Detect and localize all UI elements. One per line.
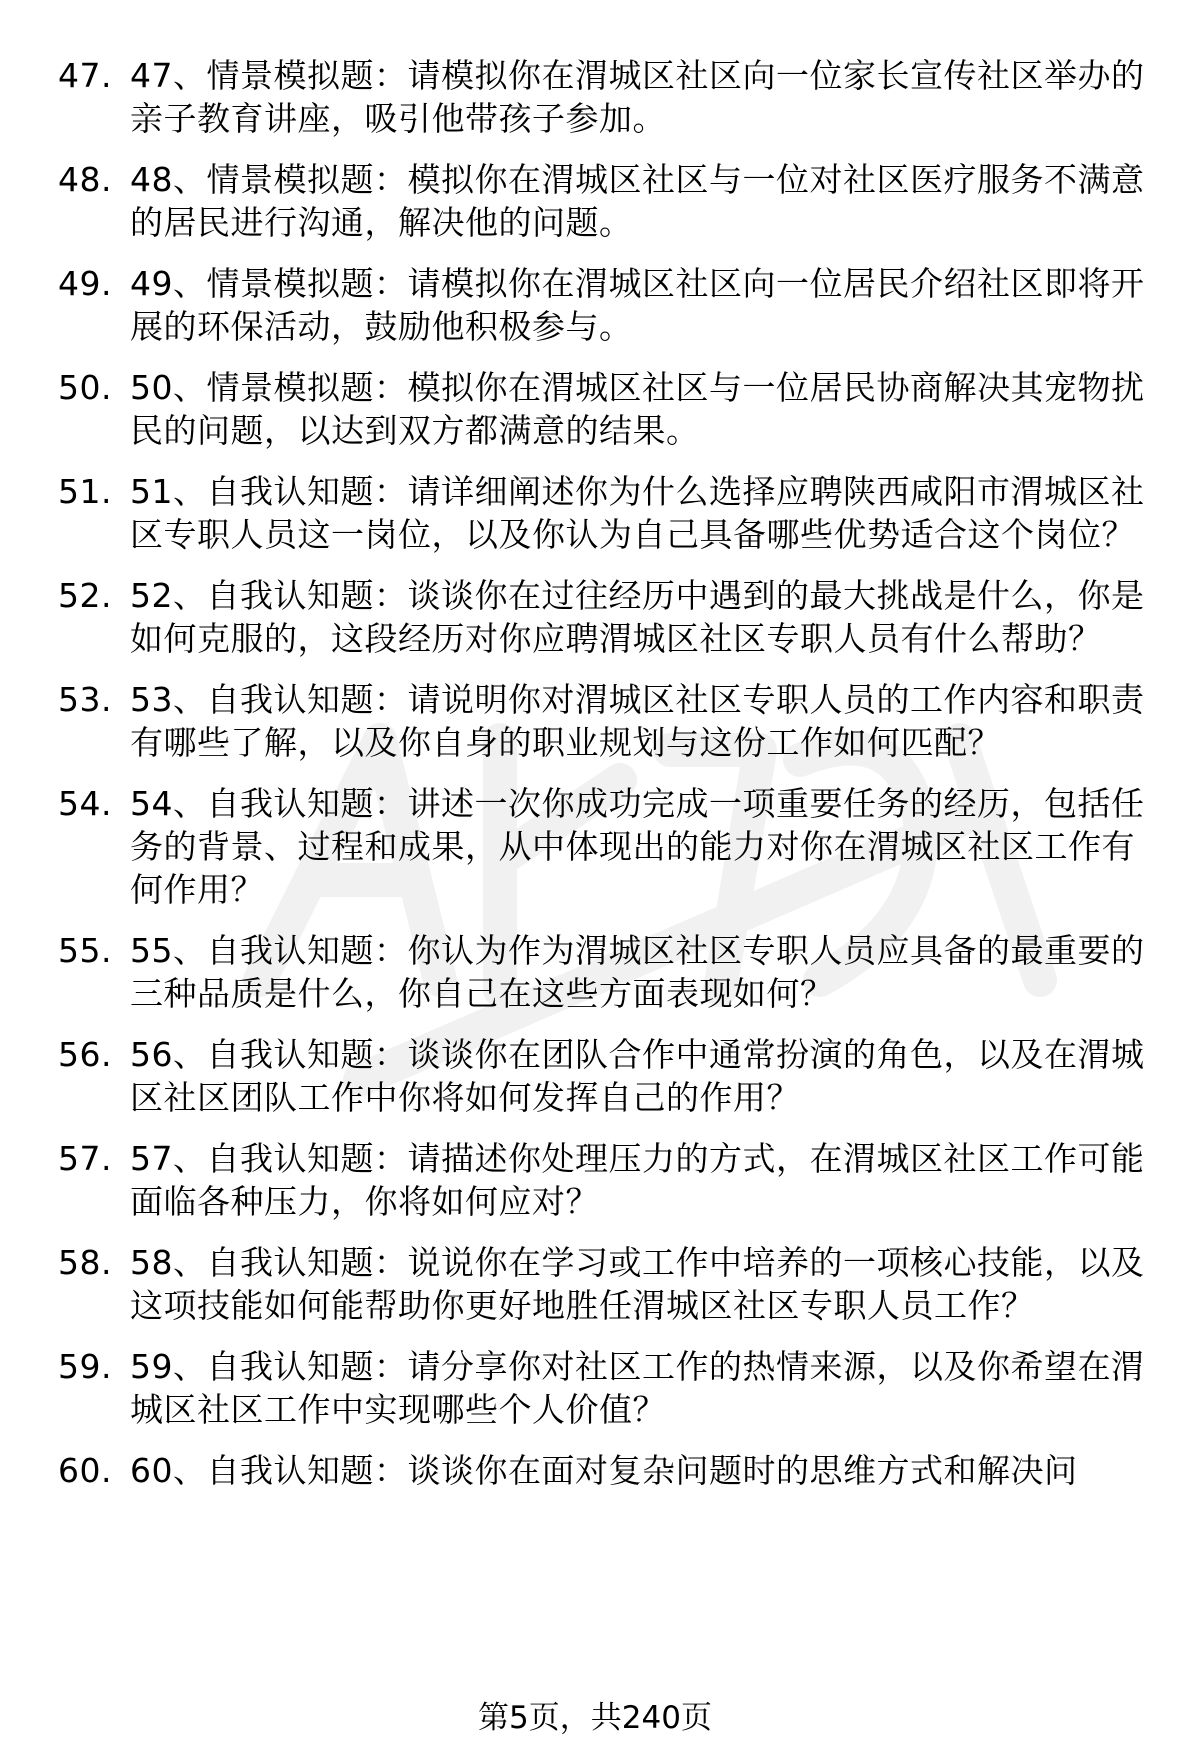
item-number: 58. xyxy=(58,1243,112,1282)
item-number: 59. xyxy=(58,1347,112,1386)
list-item xyxy=(58,929,1158,1015)
item-text: 60、自我认知题：谈谈你在面对复杂问题时的思维方式和解决问 xyxy=(130,1451,1078,1490)
item-number: 50. xyxy=(58,368,112,407)
list-item xyxy=(58,470,1158,556)
item-number: 52. xyxy=(58,576,112,615)
list-item xyxy=(58,158,1158,244)
item-text: 50、情景模拟题：模拟你在渭城区社区与一位居民协商解决其宠物扰民的问题，以达到双方都满意的结果。 xyxy=(130,368,1145,450)
item-text: 51、自我认知题：请详细阐述你为什么选择应聘陕西咸阳市渭城区社区专职人员这一岗位，以及你认为自己具备哪些优势适合这个岗位？ xyxy=(130,472,1145,554)
item-text: 47、情景模拟题：请模拟你在渭城区社区向一位家长宣传社区举办的亲子教育讲座，吸引他带孩子参加。 xyxy=(130,56,1145,138)
question-list xyxy=(58,54,1158,1510)
item-number: 51. xyxy=(58,472,112,511)
list-item xyxy=(58,262,1158,348)
list-item xyxy=(58,1033,1158,1119)
list-item xyxy=(58,1449,1158,1492)
item-number: 48. xyxy=(58,160,112,199)
item-text: 54、自我认知题：讲述一次你成功完成一项重要任务的经历，包括任务的背景、过程和成果，从中体现出的能力对你在渭城区社区工作有何作用？ xyxy=(130,784,1145,909)
item-text: 59、自我认知题：请分享你对社区工作的热情来源，以及你希望在渭城区社区工作中实现哪些个人价值？ xyxy=(130,1347,1145,1429)
page-number-footer: 第5页，共240页 xyxy=(478,1700,712,1736)
list-item xyxy=(58,1137,1158,1223)
list-item xyxy=(58,366,1158,452)
item-number: 55. xyxy=(58,931,112,970)
item-text: 55、自我认知题：你认为作为渭城区社区专职人员应具备的最重要的三种品质是什么，你自己在这些方面表现如何？ xyxy=(130,931,1145,1013)
item-text: 58、自我认知题：说说你在学习或工作中培养的一项核心技能，以及这项技能如何能帮助你更好地胜任渭城区社区专职人员工作？ xyxy=(130,1243,1145,1325)
list-item xyxy=(58,1345,1158,1431)
item-number: 53. xyxy=(58,680,112,719)
item-text: 49、情景模拟题：请模拟你在渭城区社区向一位居民介绍社区即将开展的环保活动，鼓励他积极参与。 xyxy=(130,264,1145,346)
item-text: 57、自我认知题：请描述你处理压力的方式，在渭城区社区工作可能面临各种压力，你将如何应对？ xyxy=(130,1139,1145,1221)
item-number: 57. xyxy=(58,1139,112,1178)
list-item xyxy=(58,782,1158,911)
list-item xyxy=(58,54,1158,140)
list-item xyxy=(58,574,1158,660)
item-number: 49. xyxy=(58,264,112,303)
list-item xyxy=(58,1241,1158,1327)
item-text: 53、自我认知题：请说明你对渭城区社区专职人员的工作内容和职责有哪些了解，以及你自身的职业规划与这份工作如何匹配？ xyxy=(130,680,1145,762)
item-text: 52、自我认知题：谈谈你在过往经历中遇到的最大挑战是什么，你是如何克服的，这段经历对你应聘渭城区社区专职人员有什么帮助？ xyxy=(130,576,1145,658)
item-number: 54. xyxy=(58,784,112,823)
item-number: 60. xyxy=(58,1451,112,1490)
item-text: 56、自我认知题：谈谈你在团队合作中通常扮演的角色，以及在渭城区社区团队工作中你将如何发挥自己的作用？ xyxy=(130,1035,1145,1117)
item-text: 48、情景模拟题：模拟你在渭城区社区与一位对社区医疗服务不满意的居民进行沟通，解决他的问题。 xyxy=(130,160,1145,242)
item-number: 56. xyxy=(58,1035,112,1074)
item-number: 47. xyxy=(58,56,112,95)
list-item xyxy=(58,678,1158,764)
